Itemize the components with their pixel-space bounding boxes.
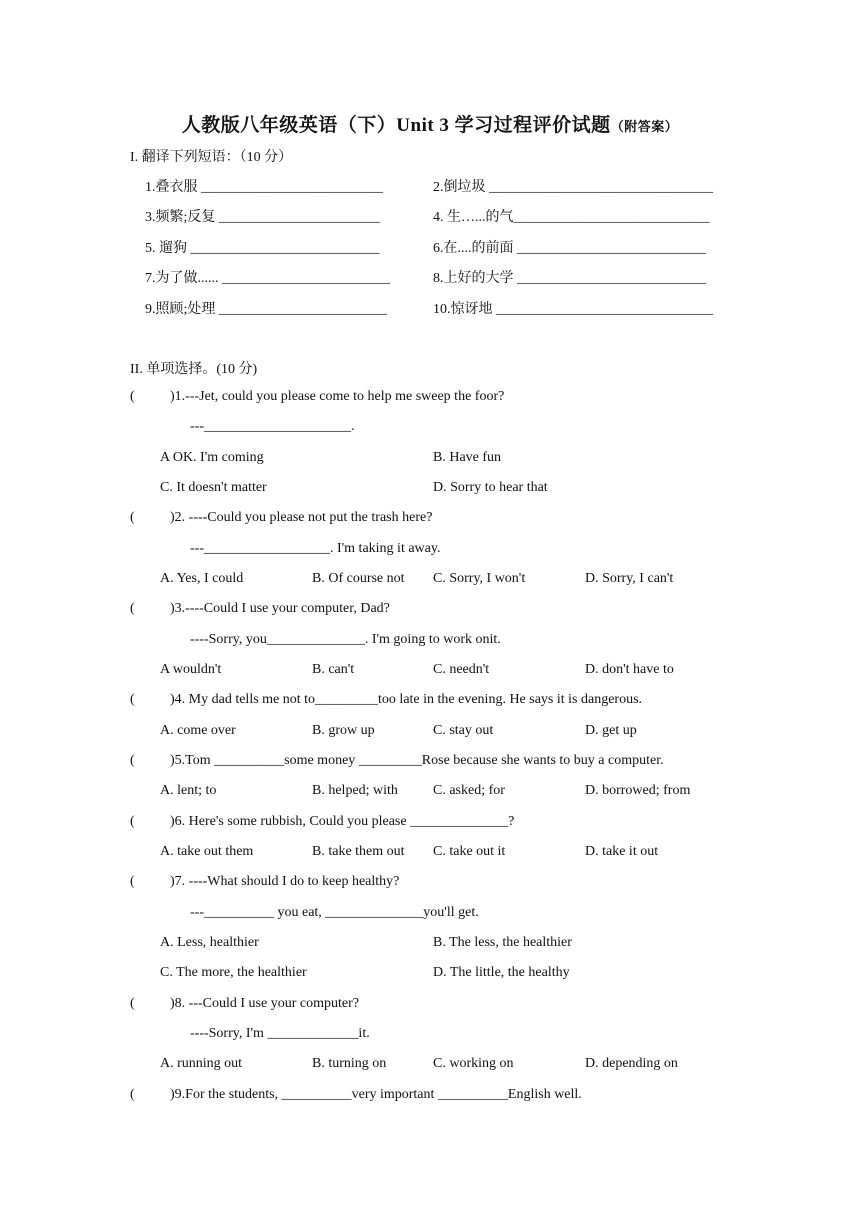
question-5-option-a: A. lent; to [160, 783, 217, 798]
question-8-option-d: D. depending on [585, 1056, 678, 1071]
phrase-9: 9.照顾;处理 ________________________ [145, 302, 387, 317]
question-7-option-b: B. The less, the healthier [433, 935, 572, 950]
answer-paren: ( [130, 814, 135, 829]
question-8-option-c: C. working on [433, 1056, 514, 1071]
question-8-option-a: A. running out [160, 1056, 243, 1071]
question-1-stem: )1.---Jet, could you please come to help me sweep the foor? [170, 389, 505, 404]
question-1-option-a: A OK. I'm coming [160, 450, 264, 465]
question-2-option-a: A. Yes, I could [160, 571, 244, 586]
phrase-8: 8.上好的大学 ___________________________ [433, 271, 706, 286]
answer-paren: ( [130, 1087, 135, 1102]
question-3-option-a: A wouldn't [160, 662, 222, 677]
question-5-option-c: C. asked; for [433, 783, 505, 798]
answer-paren: ( [130, 389, 135, 404]
question-3-option-c: C. needn't [433, 662, 490, 677]
answer-paren: ( [130, 996, 135, 1011]
question-1-option-c: C. It doesn't matter [160, 480, 267, 495]
phrase-2: 2.倒垃圾 ________________________________ [433, 180, 713, 195]
question-2-option-b: B. Of course not [312, 571, 405, 586]
answer-paren: ( [130, 601, 135, 616]
question-2-stem: )2. ----Could you please not put the trash here? [170, 510, 433, 525]
phrase-7: 7.为了做...... ________________________ [145, 271, 390, 286]
question-5-option-b: B. helped; with [312, 783, 398, 798]
question-7-reply: ---__________ you eat, ______________you'll get. [190, 905, 479, 920]
question-1-option-d: D. Sorry to hear that [433, 480, 548, 495]
section-1-heading: I. 翻译下列短语：（10 分） [130, 150, 293, 165]
page-title [0, 110, 860, 137]
question-2-option-c: C. Sorry, I won't [433, 571, 526, 586]
question-3-option-d: D. don't have to [585, 662, 674, 677]
question-4-option-a: A. come over [160, 723, 236, 738]
question-7-option-a: A. Less, healthier [160, 935, 259, 950]
question-7-option-c: C. The more, the healthier [160, 965, 307, 980]
answer-paren: ( [130, 753, 135, 768]
phrase-6: 6.在....的前面 ___________________________ [433, 241, 706, 256]
question-6-option-a: A. take out them [160, 844, 254, 859]
question-2-option-d: D. Sorry, I can't [585, 571, 674, 586]
phrase-4: 4. 生…...的气____________________________ [433, 210, 710, 225]
question-6-option-c: C. take out it [433, 844, 506, 859]
question-2-reply: ---__________________. I'm taking it away. [190, 541, 441, 556]
question-4-option-c: C. stay out [433, 723, 494, 738]
question-5-option-d: D. borrowed; from [585, 783, 691, 798]
question-4-stem: )4. My dad tells me not to_________too late in the evening. He says it is dangerous. [170, 692, 643, 707]
question-9-stem: )9.For the students, __________very important __________English well. [170, 1087, 582, 1102]
question-8-stem: )8. ---Could I use your computer? [170, 996, 359, 1011]
question-8-reply: ----Sorry, I'm _____________it. [190, 1026, 370, 1041]
question-6-stem: )6. Here's some rubbish, Could you please ______________? [170, 814, 515, 829]
section-2-heading: II. 单项选择。(10 分) [130, 362, 258, 377]
answer-paren: ( [130, 510, 135, 525]
phrase-1: 1.叠衣服 __________________________ [145, 180, 383, 195]
phrase-10: 10.惊讶地 _______________________________ [433, 302, 713, 317]
question-3-option-b: B. can't [312, 662, 355, 677]
title-note: （附答案） [610, 119, 679, 134]
answer-paren: ( [130, 692, 135, 707]
phrase-5: 5. 遛狗 ___________________________ [145, 241, 380, 256]
question-1-option-b: B. Have fun [433, 450, 502, 465]
question-6-option-b: B. take them out [312, 844, 405, 859]
question-7-option-d: D. The little, the healthy [433, 965, 570, 980]
question-8-option-b: B. turning on [312, 1056, 387, 1071]
question-3-reply: ----Sorry, you______________. I'm going to work onit. [190, 632, 501, 647]
phrase-3: 3.频繁;反复 _______________________ [145, 210, 380, 225]
answer-paren: ( [130, 874, 135, 889]
question-4-option-b: B. grow up [312, 723, 375, 738]
question-3-stem: )3.----Could I use your computer, Dad? [170, 601, 390, 616]
question-1-reply: ---_____________________. [190, 419, 355, 434]
question-5-stem: )5.Tom __________some money _________Rose because she wants to buy a computer. [170, 753, 664, 768]
question-6-option-d: D. take it out [585, 844, 659, 859]
question-4-option-d: D. get up [585, 723, 637, 738]
title-main: 人教版八年级英语（下）Unit 3 学习过程评价试题 [181, 115, 611, 136]
question-7-stem: )7. ----What should I do to keep healthy? [170, 874, 400, 889]
